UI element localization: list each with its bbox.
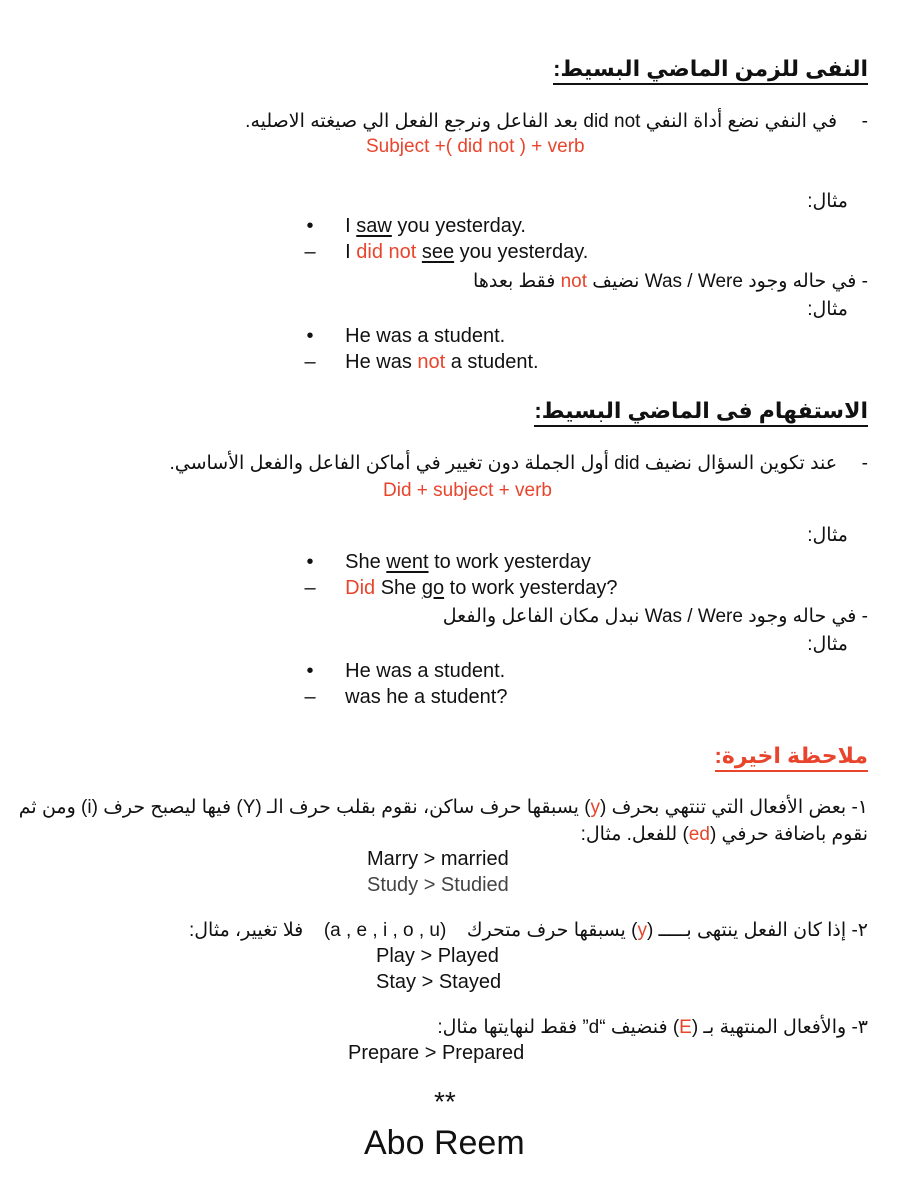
- section3-note1-line2: نقوم باضافة حرفي (ed) للفعل. مثال:: [580, 824, 868, 845]
- section1-formula: Subject +( did not ) + verb: [366, 136, 585, 157]
- section3-note3: ٣- والأفعال المنتهية بـ (E) فنضيف “d” فقط لنهايتها مثال:: [437, 1017, 868, 1038]
- rule-dash: -: [861, 111, 868, 132]
- dash-icon: –: [304, 241, 316, 263]
- section2-example-1: • She went to work yesterday: [300, 551, 591, 574]
- dash-icon: –: [304, 351, 316, 373]
- section2-example-label: مثال:: [807, 525, 848, 546]
- rule-text-1: في النفي نضع أداة النفي: [645, 111, 838, 132]
- section2-example-2: – Did She go to work yesterday?: [300, 577, 618, 600]
- section1-example-3: • He was a student.: [300, 325, 505, 348]
- bullet-icon: •: [306, 215, 314, 237]
- rule-text-2: بعد الفاعل ونرجع الفعل الي صيغته الاصليه.: [245, 111, 579, 132]
- section3-heading: ملاحظة اخيرة:: [715, 743, 868, 772]
- section1-example-4: – He was not a student.: [300, 351, 539, 374]
- section1-example-label: مثال:: [807, 191, 848, 212]
- signature: Abo Reem: [364, 1124, 525, 1162]
- section2-was-were-note: - في حاله وجود Was / Were نبدل مكان الفاعل والفعل: [442, 606, 868, 627]
- rule-dash: -: [861, 453, 868, 474]
- bullet-icon: •: [306, 660, 314, 682]
- section3-example-1: Marry > married: [367, 848, 509, 870]
- section2-rule: - عند تكوين السؤال نضيف did أول الجملة دون تغيير في أماكن الفاعل والفعل الأساسي.: [169, 453, 868, 474]
- section1-heading: النفى للزمن الماضي البسيط:: [553, 56, 868, 85]
- dash-icon: –: [304, 686, 316, 708]
- section1-rule: [245, 110, 868, 133]
- footer-stars: **: [434, 1086, 456, 1117]
- section1-was-were-note: - في حاله وجود Was / Were نضيف not فقط بعدها: [473, 271, 868, 292]
- section2-example-label-2: مثال:: [807, 634, 848, 655]
- section2-formula: Did + subject + verb: [383, 480, 552, 501]
- section3-note2: ٢- إذا كان الفعل ينتهى بـــــ (y) يسبقها حرف متحرك (a , e , i , o , u) فلا تغيير، مثال:: [188, 920, 868, 941]
- rule-term: did not: [583, 111, 641, 132]
- bullet-icon: •: [306, 325, 314, 347]
- section3-example-5: Prepare > Prepared: [348, 1042, 525, 1064]
- section3-example-4: Stay > Stayed: [376, 971, 502, 993]
- section2-example-3: • He was a student.: [300, 660, 505, 683]
- section2-example-4: – was he a student?: [300, 686, 507, 709]
- dash-icon: –: [304, 577, 316, 599]
- section2-heading: الاستفهام فى الماضي البسيط:: [534, 398, 868, 427]
- section1-example-label-2: مثال:: [807, 299, 848, 320]
- section1-example-2: – I did not see you yesterday.: [300, 241, 588, 264]
- bullet-icon: •: [306, 551, 314, 573]
- section1-example-1: • I saw you yesterday.: [300, 215, 526, 238]
- section3-example-2: Study > Studied: [367, 874, 509, 896]
- section3-example-3: Play > Played: [376, 945, 499, 967]
- section3-note1-line1: ١- بعض الأفعال التي تنتهي بحرف (y) يسبقها حرف ساكن، نقوم بقلب حرف الـ (Y) فيها ليصبح حرف (i) ومن ثم: [18, 797, 868, 818]
